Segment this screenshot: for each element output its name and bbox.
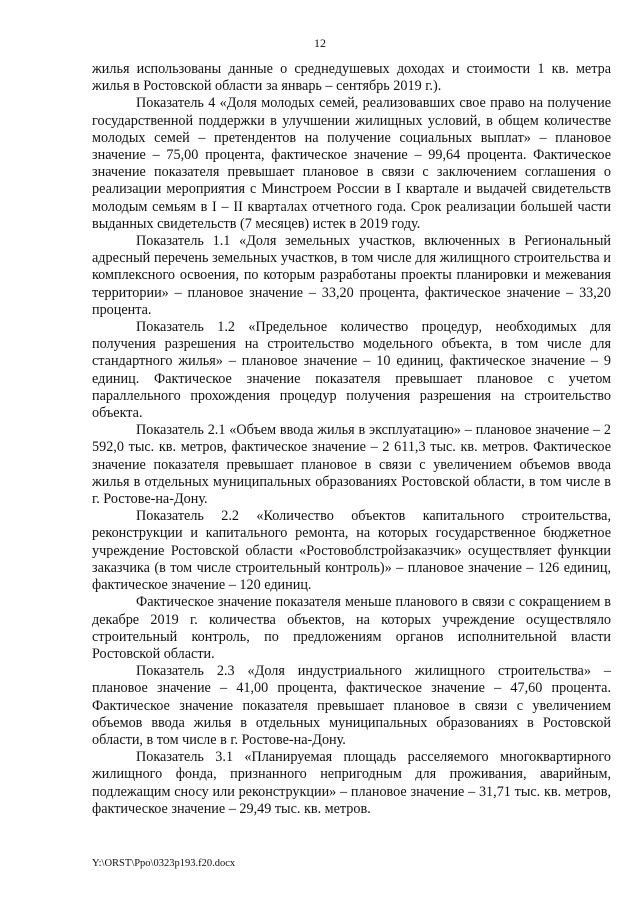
paragraph-indicator-2-1: Показатель 2.1 «Объем ввода жилья в эксплуатацию» – плановое значение – 2 592,0 тыс. кв. метров, фактическое значение – 2 611,3 тыс. кв. метров. Фактическое значение показателя превышает плановое в связи с увеличением объемов ввода жилья в отдельных муниципальных образованиях Ростовской области, в том числе в г. Ростове-на-Дону. bbox=[92, 422, 611, 508]
paragraph-indicator-1-2: Показатель 1.2 «Предельное количество процедур, необходимых для получения разрешения на строительство модельного объекта, в том числе для стандартного жилья» – плановое значение – 10 единиц, фактическое значение – 9 единиц. Фактическое значение показателя превышает плановое с учетом параллельного прохождения процедур получения разрешения на строительство объекта. bbox=[92, 319, 611, 422]
footer-file-path: Y:\ORST\Ppo\0323p193.f20.docx bbox=[92, 858, 236, 869]
body-text bbox=[92, 61, 611, 818]
paragraph-indicator-1-1: Показатель 1.1 «Доля земельных участков, включенных в Региональный адресный перечень земельных участков, в том числе для жилищного строительства и комплексного освоения, по которым разработаны проекты планировки и межевания территории» – плановое значение – 33,20 процента, фактическое значение – 33,20 процента. bbox=[92, 233, 611, 318]
paragraph-indicator-2-3: Показатель 2.3 «Доля индустриального жилищного строительства» – плановое значение – 41,00 процента, фактическое значение – 47,60 процента. Фактическое значение показателя превышает плановое в связи с увеличением объемов ввода жилья в отдельных муниципальных образованиях в Ростовской области, в том числе в г. Ростове-на-Дону. bbox=[92, 663, 611, 748]
page-number: 12 bbox=[314, 36, 326, 50]
paragraph-indicator-2-2: Показатель 2.2 «Количество объектов капитального строительства, реконструкции и капитального ремонта, на которых государственное бюджетное учреждение Ростовской области «Ростовоблстройзаказчик» осуществляет функции заказчика (в том числе строительный контроль)» – плановое значение – 126 единиц, фактическое значение – 120 единиц. bbox=[92, 508, 611, 594]
paragraph-indicator-3-1: Показатель 3.1 «Планируемая площадь расселяемого многоквартирного жилищного фонда, признанного непригодным для проживания, аварийным, подлежащим сносу или реконструкции» – плановое значение – 31,71 тыс. кв. метров, фактическое значение – 29,49 тыс. кв. метров. bbox=[92, 749, 611, 817]
paragraph-indicator-2-2-explanation: Фактическое значение показателя меньше планового в связи с сокращением в декабре 2019 г. количества объектов, на которых учреждение осуществляло строительный контроль, по предложениям органов исполнительной власти Ростовской области. bbox=[92, 594, 611, 662]
paragraph-continuation: жилья использованы данные о среднедушевых доходах и стоимости 1 кв. метра жилья в Ростовской области за январь – сентябрь 2019 г.). bbox=[92, 61, 611, 95]
paragraph-indicator-4: Показатель 4 «Доля молодых семей, реализовавших свое право на получение государственной поддержки в улучшении жилищных условий, в общем количестве молодых семей – претендентов на получение социальных выплат» – плановое значение – 75,00 процента, фактическое значение – 99,64 процента. Фактическое значение показателя превышает плановое в связи с заключением соглашения о реализации мероприятия с Минстроем России в I квартале и выдачей свидетельств молодым семьям в I – II кварталах отчетного года. Срок реализации большей части выданных свидетельств (7 месяцев) истек в 2019 году. bbox=[92, 95, 611, 232]
